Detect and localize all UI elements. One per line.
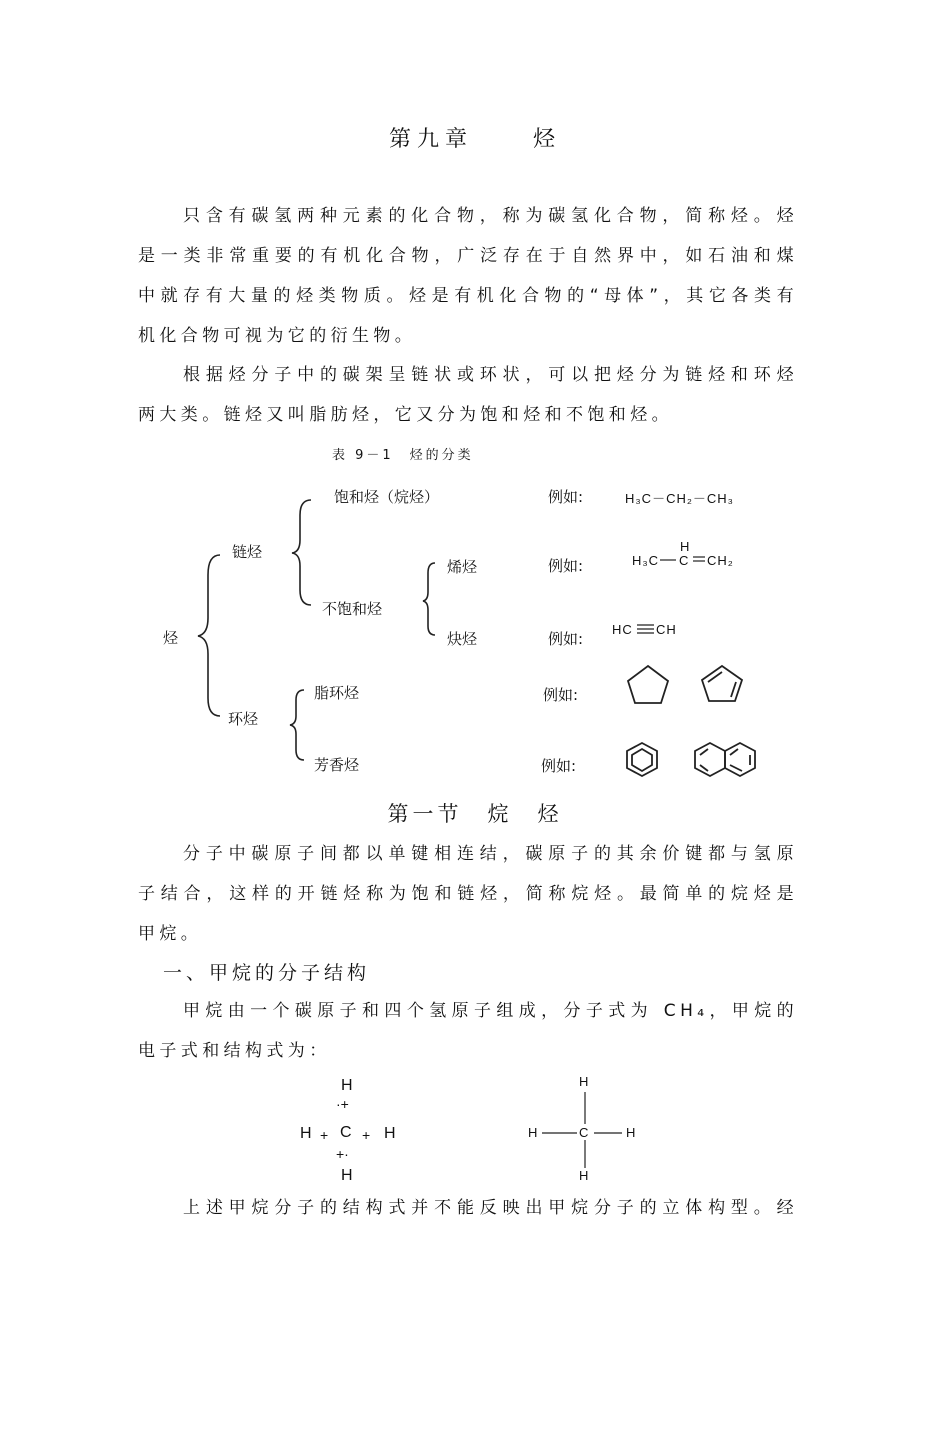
brace-root: [198, 555, 220, 716]
text-line: 是一类非常重要的有机化合物，广泛存在于自然界中，如石油和煤: [138, 246, 798, 266]
benzene-icon: [627, 743, 657, 776]
label-alkene: 烯烃: [447, 558, 478, 576]
atom-h-bottom: H: [341, 1167, 353, 1184]
example-label: 例如:: [548, 630, 584, 648]
struct-c: C: [579, 1125, 589, 1140]
struct-h-top: H: [579, 1074, 589, 1089]
atom-h-right: H: [384, 1125, 396, 1142]
example-label: 例如:: [541, 757, 577, 775]
struct-h-left: H: [528, 1125, 538, 1140]
atom-h-left: H: [300, 1125, 312, 1142]
text-line: 甲烷。: [138, 924, 203, 944]
electron-pair-bottom: +·: [336, 1146, 349, 1162]
electron-pair-right: +: [362, 1127, 371, 1143]
label-hydrocarbon: 烃: [163, 629, 179, 647]
formula-alkene-h: H: [680, 539, 691, 554]
formula-alkene-right: CH₂: [707, 553, 734, 568]
label-aromatic: 芳香烃: [314, 756, 360, 774]
atom-c: C: [340, 1124, 352, 1141]
label-chain: 链烃: [232, 543, 263, 561]
text-line: 上述甲烷分子的结构式并不能反映出甲烷分子的立体构型。经: [183, 1198, 798, 1218]
electron-pair-left: +: [320, 1127, 329, 1143]
text-line: 根据烃分子中的碳架呈链状或环状，可以把烃分为链烃和环烃: [183, 365, 798, 385]
table-caption: 表 9－1 烃的分类: [332, 448, 474, 463]
electron-pair-top: ·+: [336, 1096, 349, 1112]
naphthalene-icon: [695, 743, 755, 776]
struct-h-bottom: H: [579, 1168, 589, 1183]
brace-ring: [290, 690, 304, 760]
last-paragraph: [138, 1188, 798, 1228]
formula-alkyne-right: CH: [656, 622, 677, 637]
text-line: 机化合物可视为它的衍生物。: [138, 326, 417, 346]
struct-h-right: H: [626, 1125, 636, 1140]
formula-propane: H₃C－CH₂－CH₃: [625, 491, 734, 506]
text-line: 电子式和结构式为：: [138, 1041, 331, 1061]
example-label: 例如:: [548, 557, 584, 575]
text-line: 两大类。链烃又叫脂肪烃，它又分为饱和烃和不饱和烃。: [138, 405, 673, 425]
chapter-label: 第九章: [388, 127, 473, 152]
label-alkyne: 炔烃: [447, 630, 478, 648]
brace-unsaturated: [423, 563, 435, 635]
brace-chain: [292, 500, 311, 605]
example-label: 例如:: [543, 686, 579, 704]
chapter-title: 烃: [533, 127, 562, 152]
text-line: 分子中碳原子间都以单键相连结，碳原子的其余价键都与氢原: [183, 844, 798, 864]
atom-h-top: H: [341, 1077, 353, 1094]
text-line: 子结合，这样的开链烃称为饱和链烃，简称烷烃。最简单的烷烃是: [138, 884, 798, 904]
text-line: 只含有碳氢两种元素的化合物，称为碳氢化合物，简称烃。烃: [183, 206, 798, 226]
label-unsaturated: 不饱和烃: [322, 600, 383, 618]
formula-alkyne-left: HC: [612, 622, 633, 637]
label-ring: 环烃: [228, 710, 259, 728]
subsection-heading: 一、甲烷的分子结构: [163, 962, 371, 984]
section-heading: 第一节 烷 烃: [387, 802, 563, 826]
section-paragraph: [138, 834, 798, 954]
example-label: 例如:: [548, 488, 584, 506]
text-line: 中就存有大量的烃类物质。烃是有机化合物的“母体”，其它各类有: [138, 286, 798, 306]
formula-alkene-mid: C: [679, 553, 690, 568]
cyclopentadiene-icon: [702, 666, 742, 701]
methane-paragraph: [138, 991, 798, 1071]
text-line: 甲烷由一个碳原子和四个氢原子组成，分子式为 CH₄，甲烷的: [183, 1001, 798, 1021]
label-alicyclic: 脂环烃: [314, 684, 360, 702]
formula-alkene-left: H₃C: [632, 553, 660, 568]
cyclopentane-icon: [628, 666, 668, 703]
label-saturated: 饱和烃（烷烃）: [334, 488, 440, 506]
